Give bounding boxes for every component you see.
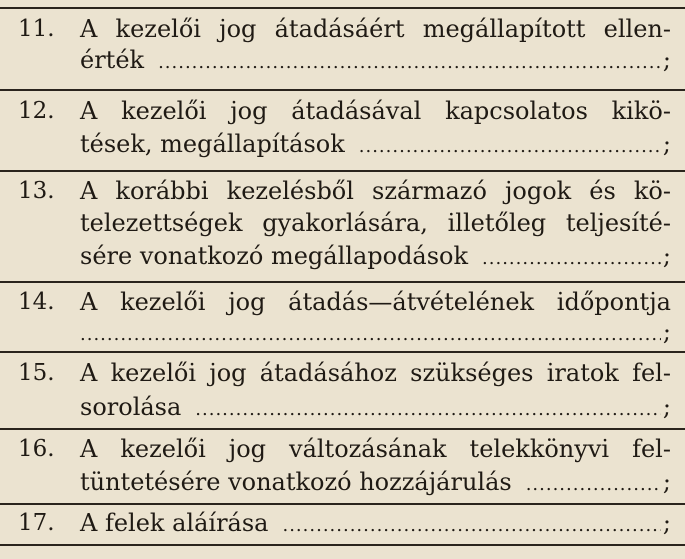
word: kezelői (120, 288, 206, 316)
item-number: 17. (18, 510, 55, 536)
list-item-17 (0, 508, 685, 544)
dot-leader (195, 394, 661, 425)
word: telezettségek (80, 209, 243, 237)
dot-leader (526, 469, 661, 500)
divider (0, 170, 685, 172)
word: teljesíté- (565, 209, 671, 237)
word: és (589, 177, 616, 205)
item-last-line (80, 392, 671, 425)
semicolon: ; (662, 318, 671, 346)
item-text: A felek aláírása (80, 509, 269, 537)
item-last-line (80, 45, 671, 78)
item-text-line (80, 14, 671, 45)
word: átadásáért (274, 15, 405, 43)
dot-leader (80, 319, 661, 350)
item-text: érték (80, 46, 145, 74)
word: fel- (632, 359, 671, 387)
word: A (80, 97, 98, 125)
word: szükséges (410, 359, 534, 387)
word: kapcsolatos (445, 97, 588, 125)
item-text: sorolása (80, 393, 182, 421)
word: ellen- (603, 15, 671, 43)
item-number: 15. (18, 360, 55, 386)
item-last-line (80, 467, 671, 500)
item-number: 14. (18, 289, 55, 315)
item-last-line (80, 508, 671, 541)
word: iratok (546, 359, 619, 387)
word: A (80, 435, 98, 463)
dot-leader (158, 47, 661, 78)
divider (0, 89, 685, 91)
divider (0, 503, 685, 505)
semicolon: ; (662, 46, 671, 74)
word: kezelői (110, 359, 196, 387)
semicolon: ; (662, 468, 671, 496)
item-text-line (80, 176, 671, 207)
item-text: tüntetésére vonatkozó hozzájárulás (80, 468, 512, 496)
word: illetőleg (447, 209, 547, 237)
dot-leader (482, 243, 661, 274)
word: jogok (504, 177, 572, 205)
list-item-15 (0, 358, 685, 426)
list-item-16 (0, 434, 685, 502)
word: kezelői (121, 97, 207, 125)
word: kö- (633, 177, 671, 205)
word: kikö- (611, 97, 671, 125)
word: jog (219, 15, 257, 43)
item-number: 11. (18, 16, 55, 42)
word: megállapított (422, 15, 586, 43)
divider (0, 544, 685, 546)
word: korábbi (115, 177, 209, 205)
divider (0, 351, 685, 353)
word: jog (230, 97, 268, 125)
item-number: 12. (18, 98, 55, 124)
list-item-11 (0, 14, 685, 86)
item-last-line (80, 317, 671, 350)
word: átadásához (259, 359, 397, 387)
item-text: sére vonatkozó megállapodások (80, 242, 469, 270)
semicolon: ; (662, 393, 671, 421)
word: fel- (632, 435, 671, 463)
word: kezelésből (226, 177, 354, 205)
word: időpontja (556, 288, 671, 316)
item-last-line (80, 129, 671, 162)
word: A (80, 288, 98, 316)
semicolon: ; (662, 242, 671, 270)
item-number: 13. (18, 178, 55, 204)
word: telekkönyvi (469, 435, 610, 463)
word: kezelői (120, 435, 206, 463)
word: A (80, 15, 98, 43)
word: kezelői (115, 15, 201, 43)
word: gyakorlására, (262, 209, 428, 237)
list-item-12 (0, 96, 685, 168)
semicolon: ; (662, 130, 671, 158)
word: A (80, 177, 98, 205)
dot-leader (359, 131, 661, 162)
item-last-line (80, 241, 671, 274)
list-item-13 (0, 176, 685, 276)
list-item-14 (0, 287, 685, 351)
word: átadás—átvételének (288, 288, 535, 316)
word: átadásával (291, 97, 422, 125)
item-text-line (80, 287, 671, 318)
item-text-line (80, 358, 671, 389)
word: A (80, 359, 98, 387)
item-text-line (80, 434, 671, 465)
item-text: tések, megállapítások (80, 130, 345, 158)
word: jog (228, 435, 267, 463)
divider (0, 428, 685, 430)
divider (0, 281, 685, 283)
word: jog (209, 359, 247, 387)
word: változásának (289, 435, 447, 463)
semicolon: ; (662, 509, 671, 537)
item-text-line (80, 208, 671, 239)
item-number: 16. (18, 436, 55, 462)
dot-leader (282, 510, 660, 541)
item-text-line (80, 96, 671, 127)
word: származó (372, 177, 487, 205)
word: jog (228, 288, 266, 316)
divider (0, 7, 685, 9)
